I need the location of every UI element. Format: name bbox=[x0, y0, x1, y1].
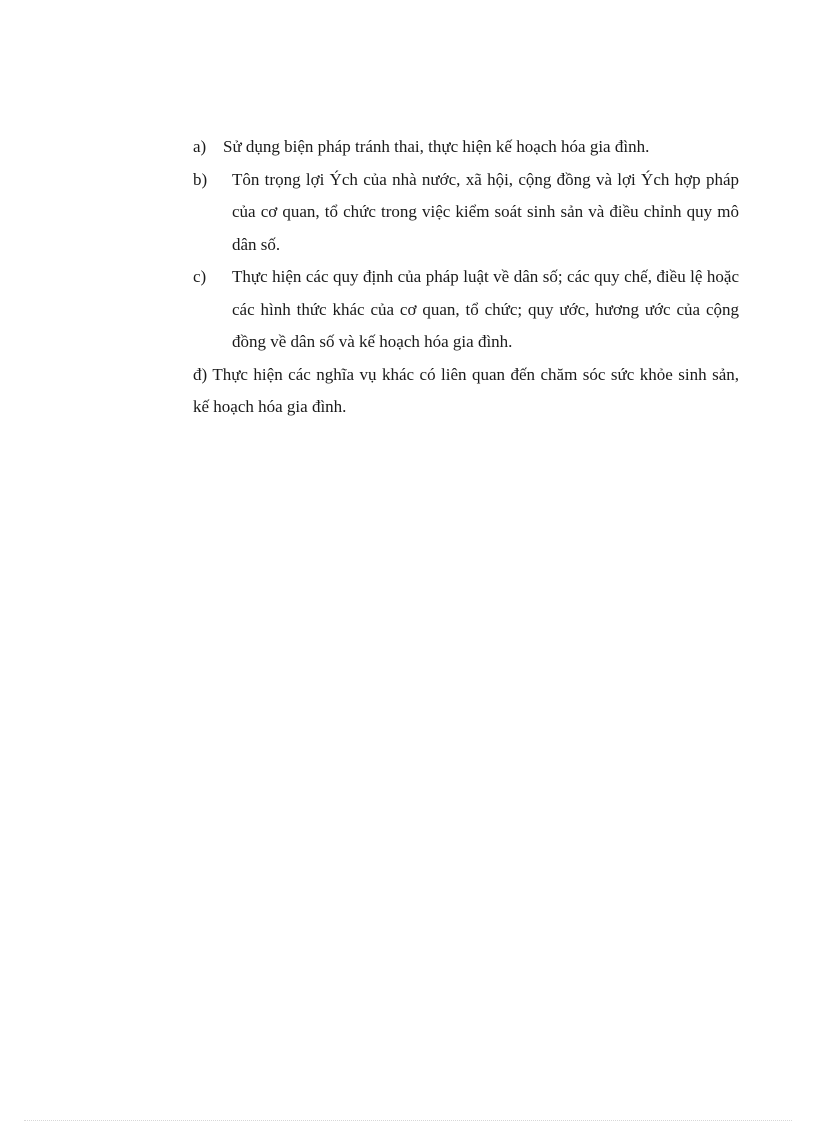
list-item-b bbox=[193, 164, 739, 262]
closing-paragraph: đ) Thực hiện các nghĩa vụ khác có liên quan đến chăm sóc sức khỏe sinh sản, kế hoạch hóa gia đình. bbox=[193, 364, 739, 416]
list-item-text: Sử dụng biện pháp tránh thai, thực hiện kế hoạch hóa gia đình. bbox=[223, 137, 650, 156]
list-marker: b) bbox=[193, 169, 208, 189]
page-bottom-rule bbox=[24, 1120, 792, 1121]
list-item-text: Tôn trọng lợi Ých của nhà nước, xã hội, cộng đồng và lợi Ých hợp pháp của cơ quan, tổ chức trong việc kiểm soát sinh sản và điều chỉnh quy mô dân số. bbox=[232, 169, 739, 254]
list-item-text: Thực hiện các quy định của pháp luật về dân số; các quy chế, điều lệ hoặc các hình thức khác của cơ quan, tổ chức; quy ước, hương ước của cộng đồng về dân số và kế hoạch hóa gia đình. bbox=[232, 267, 739, 351]
list-marker: a) bbox=[193, 137, 207, 156]
document-body bbox=[193, 131, 739, 424]
list-item-a bbox=[193, 131, 739, 164]
list-item-c bbox=[193, 261, 739, 359]
list-marker: c) bbox=[193, 267, 207, 286]
